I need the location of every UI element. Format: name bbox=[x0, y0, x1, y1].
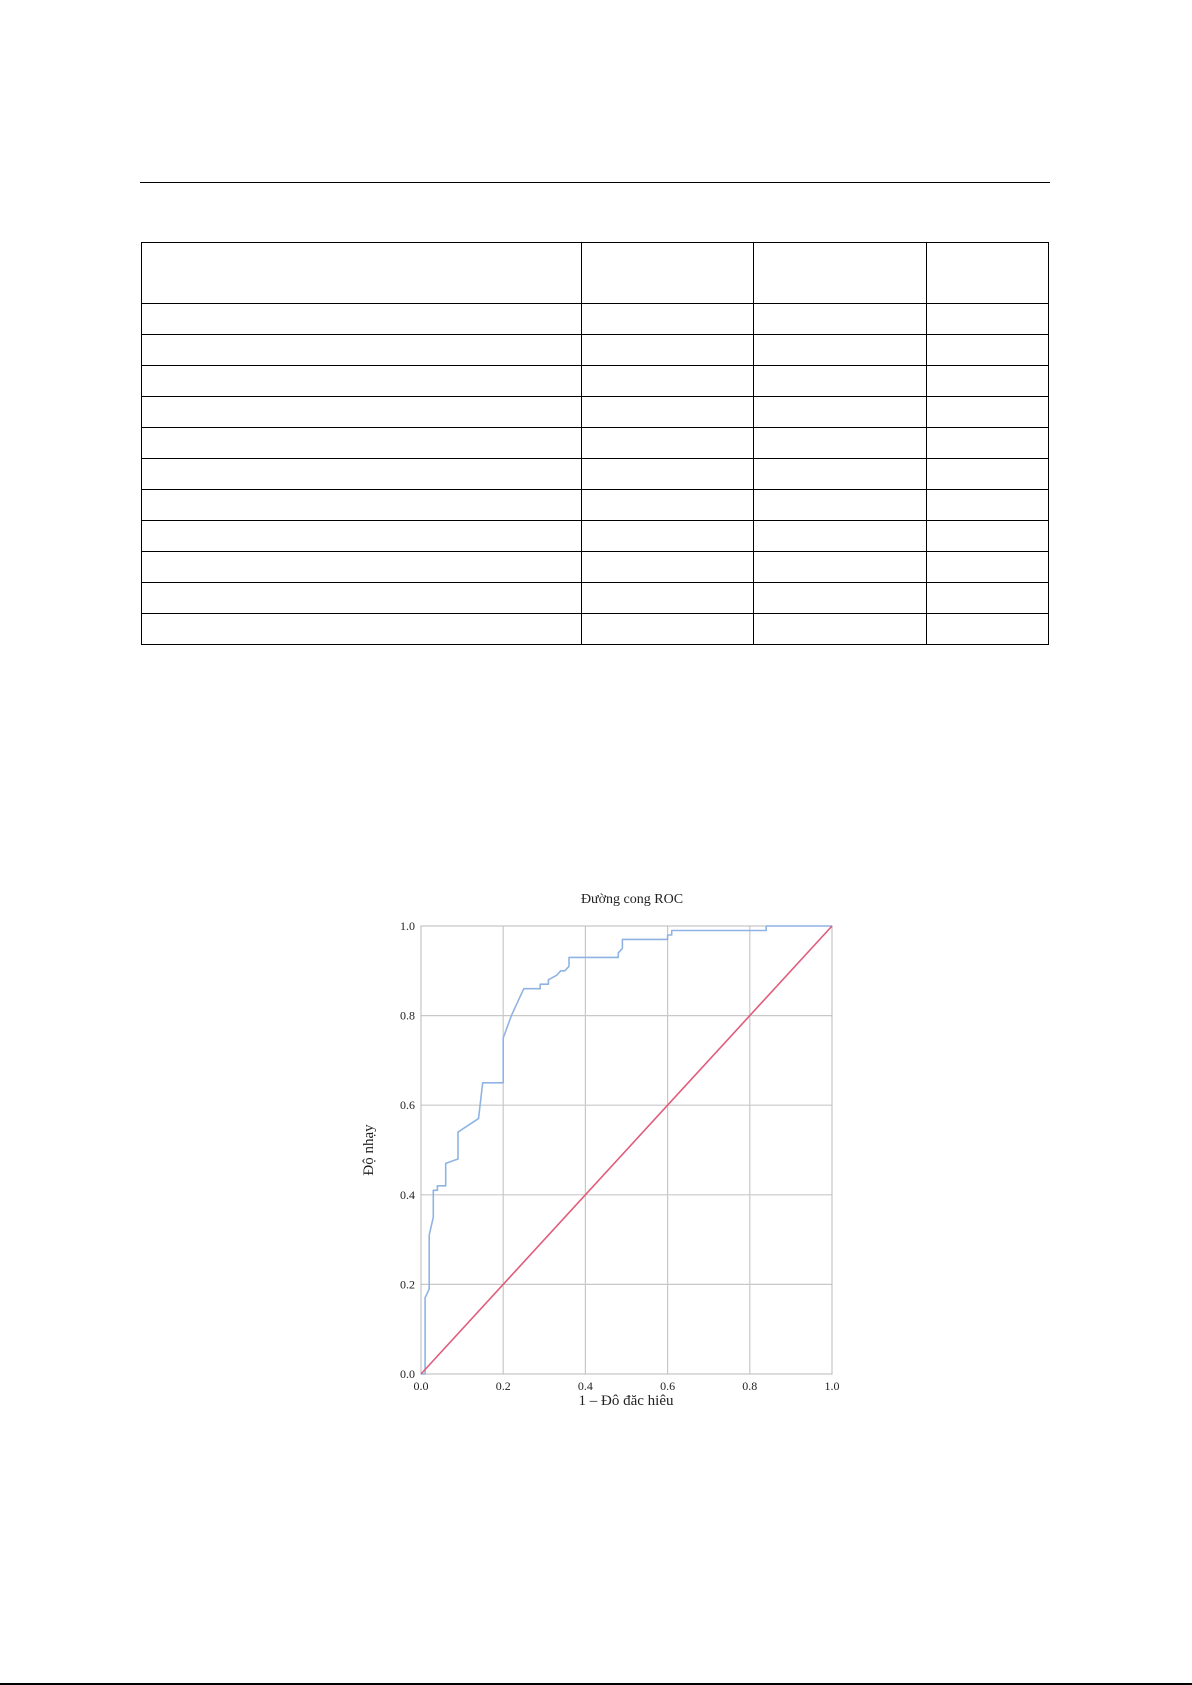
table-row bbox=[142, 552, 1049, 583]
table-row bbox=[142, 459, 1049, 490]
table-row bbox=[142, 490, 1049, 521]
table-row bbox=[142, 583, 1049, 614]
table-row bbox=[142, 428, 1049, 459]
table-cell bbox=[927, 243, 1049, 304]
table-cell bbox=[582, 366, 754, 397]
table-cell bbox=[754, 397, 927, 428]
table-cell bbox=[142, 304, 582, 335]
y-tick-label: 0.0 bbox=[400, 1367, 415, 1381]
table-cell bbox=[142, 428, 582, 459]
table-cell bbox=[582, 614, 754, 645]
y-tick-label: 0.8 bbox=[400, 1008, 415, 1023]
table-cell bbox=[142, 614, 582, 645]
table-cell bbox=[582, 397, 754, 428]
table-cell bbox=[754, 243, 927, 304]
data-table-body bbox=[142, 243, 1049, 645]
y-axis-label: Độ nhạy bbox=[361, 1124, 377, 1176]
table-cell bbox=[754, 428, 927, 459]
table-cell bbox=[582, 552, 754, 583]
table-cell bbox=[142, 521, 582, 552]
table-cell bbox=[754, 304, 927, 335]
table-row bbox=[142, 397, 1049, 428]
table-row bbox=[142, 366, 1049, 397]
table-cell bbox=[927, 304, 1049, 335]
roc-chart-svg bbox=[350, 885, 850, 1405]
table-row bbox=[142, 614, 1049, 645]
table-cell bbox=[754, 366, 927, 397]
table-cell bbox=[142, 335, 582, 366]
table-cell bbox=[142, 552, 582, 583]
table-row bbox=[142, 521, 1049, 552]
table-cell bbox=[927, 366, 1049, 397]
x-tick-label: 0.6 bbox=[660, 1379, 676, 1393]
y-tick-label: 0.4 bbox=[400, 1187, 415, 1202]
roc-chart bbox=[350, 885, 850, 1405]
table-cell bbox=[754, 521, 927, 552]
y-tick-label: 0.6 bbox=[400, 1098, 415, 1113]
table-cell bbox=[582, 459, 754, 490]
table-cell bbox=[927, 521, 1049, 552]
table-cell bbox=[582, 521, 754, 552]
table-cell bbox=[142, 459, 582, 490]
data-table bbox=[141, 242, 1049, 645]
y-tick-label: 0.2 bbox=[400, 1277, 415, 1292]
table-cell bbox=[927, 428, 1049, 459]
table-cell bbox=[754, 459, 927, 490]
table-cell bbox=[582, 304, 754, 335]
table-cell bbox=[927, 335, 1049, 366]
table-cell bbox=[582, 490, 754, 521]
table-cell bbox=[927, 552, 1049, 583]
x-tick-label: 0.2 bbox=[495, 1379, 511, 1393]
table-cell bbox=[142, 490, 582, 521]
table-cell bbox=[927, 583, 1049, 614]
table-header-row bbox=[142, 243, 1049, 304]
x-axis-label: 1 – Độ đặc hiệu bbox=[578, 1393, 674, 1405]
table-cell bbox=[582, 583, 754, 614]
chart-title: Đường cong ROC bbox=[580, 892, 684, 907]
table-row bbox=[142, 335, 1049, 366]
x-tick-label: 0.0 bbox=[413, 1379, 429, 1393]
table-cell bbox=[754, 335, 927, 366]
table-cell bbox=[582, 243, 754, 304]
table-cell bbox=[754, 583, 927, 614]
table-cell bbox=[754, 614, 927, 645]
reference-line-line bbox=[421, 926, 832, 1374]
table-cell bbox=[582, 428, 754, 459]
table-cell bbox=[142, 366, 582, 397]
table-cell bbox=[582, 335, 754, 366]
table-row bbox=[142, 304, 1049, 335]
y-tick-label: 1.0 bbox=[400, 919, 415, 933]
table-cell bbox=[927, 614, 1049, 645]
table-cell bbox=[927, 397, 1049, 428]
x-tick-label: 0.4 bbox=[577, 1379, 593, 1393]
x-tick-label: 1.0 bbox=[824, 1379, 840, 1393]
table-cell bbox=[927, 459, 1049, 490]
table-cell bbox=[142, 243, 582, 304]
table-cell bbox=[142, 397, 582, 428]
table-cell bbox=[142, 583, 582, 614]
header-rule bbox=[140, 182, 1050, 183]
table-cell bbox=[754, 490, 927, 521]
table-cell bbox=[927, 490, 1049, 521]
table-cell bbox=[754, 552, 927, 583]
x-tick-label: 0.8 bbox=[742, 1379, 758, 1393]
